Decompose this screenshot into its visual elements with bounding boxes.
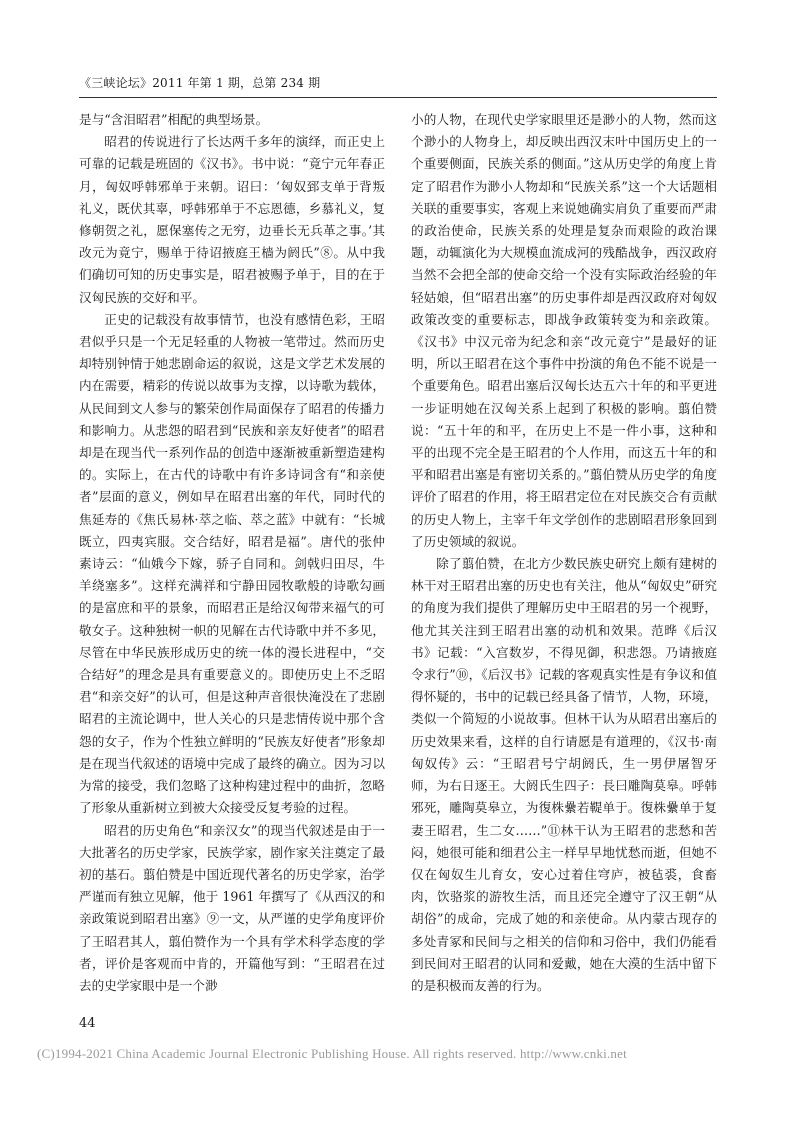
left-column — [79, 109, 385, 997]
paragraph: 昭君的传说进行了长达两千多年的演绎，而正史上可靠的记载是班固的《汉书》。书中说：“竟宁元年春正月，匈奴呼韩邪单于来朝。诏曰：‘匈奴郅支单于背叛礼义，既伏其辜，呼韩邪单于不忘恩德，乡慕礼义，复修朝贺之礼，愿保塞传之无穷，边垂长无兵革之事。’其改元为竟宁，赐单于待诏掖庭王樯为阏氏”⑧。从中我们确切可知的历史事实是，昭君被赐予单于，目的在于汉匈民族的交好和平。 — [79, 134, 385, 305]
paragraph: 小的人物，在现代史学家眼里还是渺小的人物，然而这个渺小的人物身上，却反映出西汉末叶中国历史上的一个重要侧面，民族关系的侧面。”这从历史学的角度上肯定了昭君作为渺小人物却和“民族关系”这一个大话题相关联的重要事实，客观上来说她确实肩负了重要而严肃的政治使命，民族关系的处理是复杂而艰险的政治课题，动辄演化为大规模血流成河的残酷战争，西汉政府当然不会把全部的使命交给一个没有实际政治经验的年轻姑娘，但“昭君出塞”的历史事件却是西汉政府对匈奴政策改变的重要标志，即战争政策转变为和亲政策。《汉书》中汉元帝为纪念和亲“改元竟宁”是最好的证明，所以王昭君在这个事件中扮演的角色不能不说是一个重要角色。昭君出塞后汉匈长达五六十年的和平更进一步证明她在汉匈关系上起到了积极的影响。翦伯赞说：“五十年的和平，在历史上不是一件小事，这种和平的出现不完全是王昭君的个人作用，而这五十年的和平和昭君出塞是有密切关系的。”翦伯赞从历史学的角度评价了昭君的作用，将王昭君定位在对民族交合有贡献的历史人物上，主宰千年文学创作的悲剧昭君形象回到了历史领域的叙说。 — [411, 112, 717, 549]
paragraph: 除了翦伯赞，在北方少数民族史研究上颇有建树的林干对王昭君出塞的历史也有关注，他从“匈奴史”研究的角度为我们提供了理解历史中王昭君的另一个视野，他尤其关注到王昭君出塞的动机和效果。范晔《后汉书》记载：“入宫数岁，不得见御，积悲怨。乃请掖庭令求行”⑩，《后汉书》记载的客观真实性是有争议和值得怀疑的，书中的记载已经具备了情节，人物，环境，类似一个简短的小说故事。但林干认为从昭君出塞后的历史效果来看，这样的自行请愿是有道理的，《汉书·南匈奴传》云：“王昭君号宁胡阏氏，生一男伊屠智牙师，为右日逐王。大阏氏生四子：長曰雕陶莫皋。呼韩邪死，雕陶莫皋立，为復株纍若鞮单于。復株纍单于复妻王昭君，生二女……”⑪林干认为王昭君的悲愁和苦闷，她很可能和细君公主一样早早地忧愁而逝，但她不仅在匈奴生儿育女，安心过着住穹庐，被毡裘，食畜肉，饮骆浆的游牧生活，而且还完全遵守了汉王朝“从胡俗”的成命，完成了她的和亲使命。从内蒙古现存的多处青冢和民间与之相关的信仰和习俗中，我们仍能看到民间对王昭君的认同和爱戴，她在大漠的生活中留下的是积极而友善的行为。 — [411, 556, 717, 993]
paragraph: 正史的记载没有故事情节，也没有感情色彩，王昭君似乎只是一个无足轻重的人物被一笔带过。然而历史却特别钟情于她悲剧命运的叙说，这是文学艺术发展的内在需要，精彩的传说以故事为支撑，以诗歌为载体，从民间到文人参与的繁荣创作局面保存了昭君的传播力和影响力。从悲怨的昭君到“民族和亲友好使者”的昭君却是在现当代一系列作品的创造中逐渐被重新塑造建构的。实际上，在古代的诗歌中有许多诗词含有“和亲使者”层面的意义，例如早在昭君出塞的年代，同时代的焦延寿的《焦氏易林·萃之临、萃之蓝》中就有：“长城既立，四夷宾服。交合结好，昭君是福”。唐代的张仲素诗云：“仙娥今下嫁，骄子自同和。剑戟归田尽，牛羊绕塞多”。这样充满祥和宁静田园牧歌般的诗歌勾画的是富庶和平的景象，而昭君正是给汉匈带来福气的可敬女子。这种独树一帜的见解在古代诗歌中并不多见，尽管在中华民族形成历史的统一体的漫长进程中，“交合结好”的理念是具有重要意义的。即使历史上不乏昭君“和亲交好”的认可，但是这种声音很快淹没在了悲剧昭君的主流论调中，世人关心的只是悲情传说中那个含怨的女子，作为个性独立鲜明的“民族友好使者”形象却是在现当代叙述的语境中完成了最终的确立。因为习以为常的接受，我们忽略了这种构建过程中的曲折，忽略了形象从重新树立到被大众接受反复考验的过程。 — [79, 311, 385, 816]
page-number: 44 — [79, 1016, 96, 1031]
right-column — [411, 109, 717, 997]
paragraph: 昭君的历史角色“和亲汉女”的现当代叙述是由于一大批著名的历史学家，民族学家，剧作家关注奠定了最初的基石。翦伯赞是中国近现代著名的历史学家，治学严谨而有独立见解，他于 1961 年撰写了《从西汉的和亲政策说到昭君出塞》⑨一文，从严谨的史学角度评价了王昭君其人，翦伯赞作为一个具有学术科学态度的学者，评价是客观而中肯的，开篇他写到：“王昭君在过去的史学家眼中是一个渺 — [79, 822, 385, 993]
running-header: 《三峡论坛》2011 年第 1 期，总第 234 期 — [79, 76, 321, 90]
header-rule — [79, 97, 717, 98]
copyright-footer: (C)1994-2021 China Academic Journal Electronic Publishing House. All rights reserved. http://www.cnki.net — [37, 1046, 627, 1061]
paragraph: 是与“含泪昭君”相配的典型场景。 — [79, 112, 269, 127]
